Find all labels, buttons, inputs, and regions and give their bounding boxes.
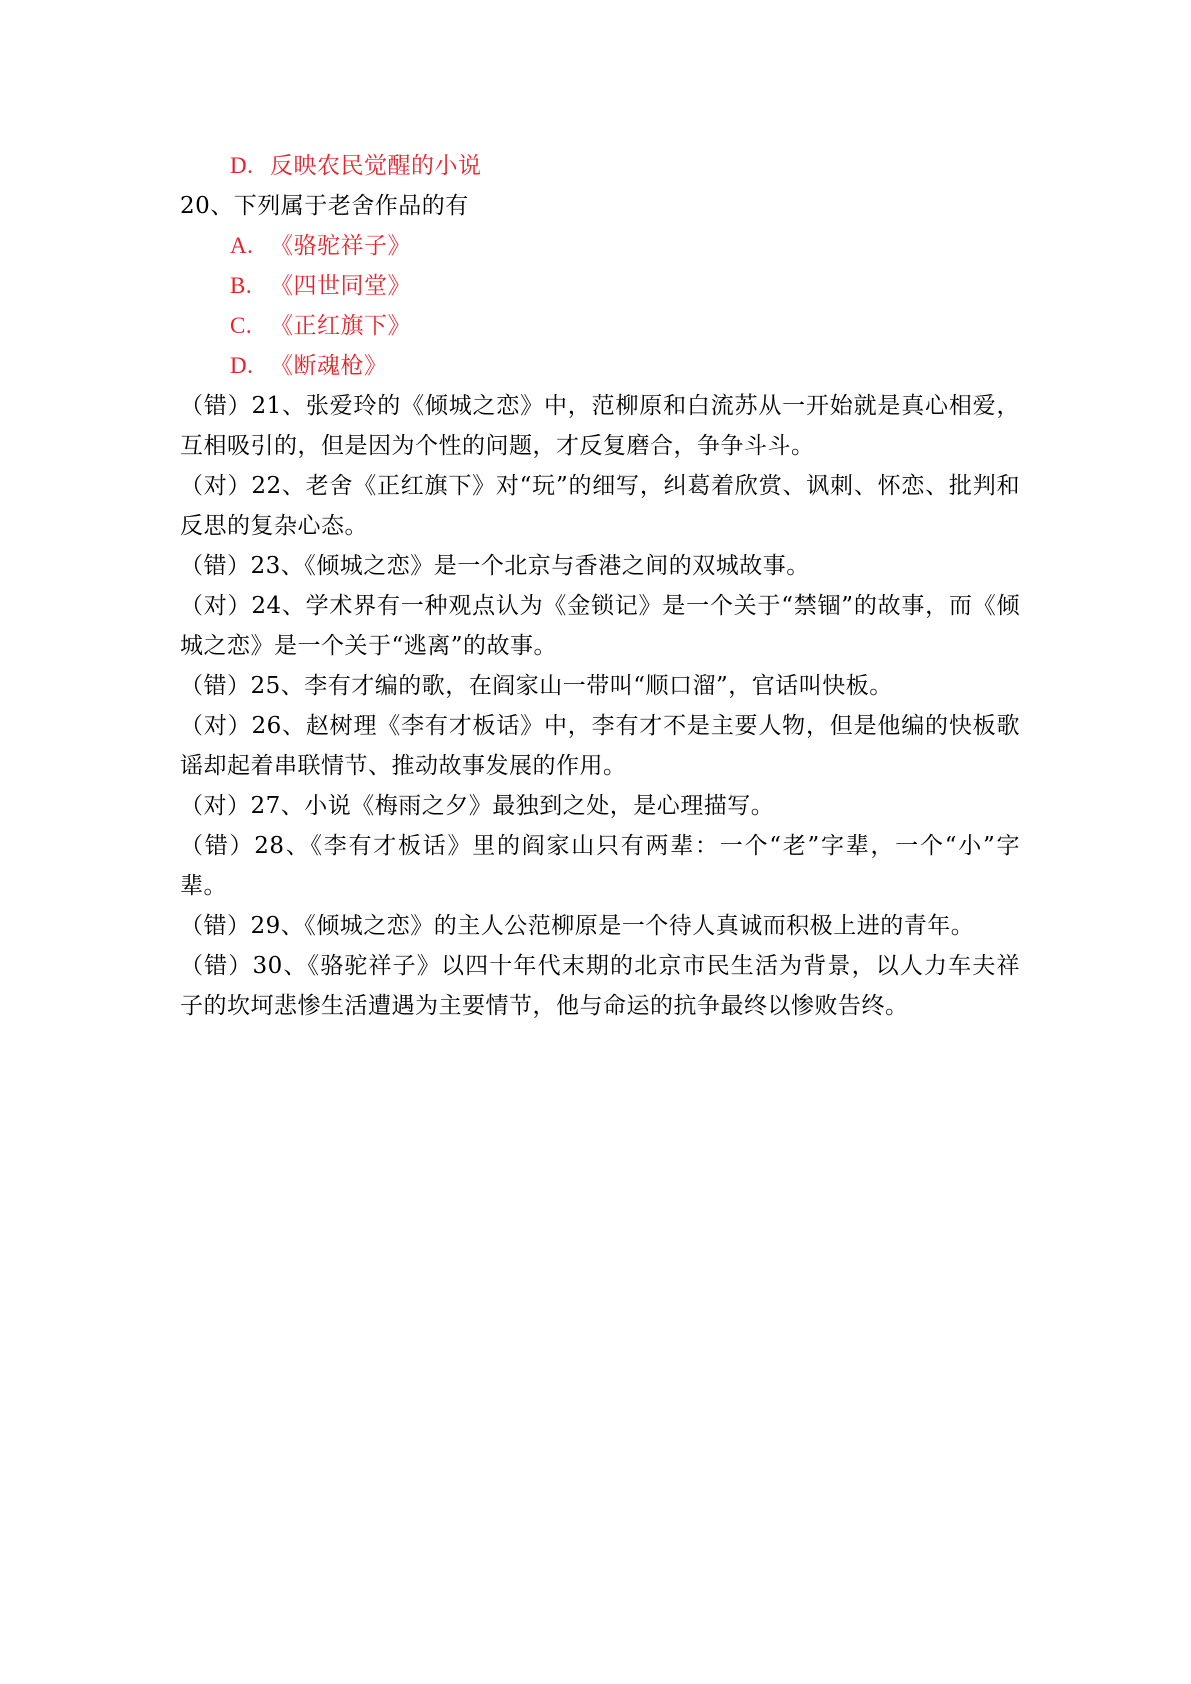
statement-26: （对）26、赵树理《李有才板话》中，李有才不是主要人物，但是他编的快板歌谣却起着串联情节、推动故事发展的作用。 [180, 713, 1020, 779]
statement-29: （错）29、《倾城之恋》的主人公范柳原是一个待人真诚而积极上进的青年。 [180, 913, 975, 939]
q20-option-b [180, 266, 1020, 306]
q20-option-c [180, 306, 1020, 346]
statement-25: （错）25、李有才编的歌，在阎家山一带叫“顺口溜”，官话叫快板。 [180, 673, 893, 699]
option-text: 《四世同堂》 [270, 273, 411, 299]
statement-21: （错）21、张爱玲的《倾城之恋》中，范柳原和白流苏从一开始就是真心相爱，互相吸引的，但是因为个性的问题，才反复磨合，争争斗斗。 [180, 393, 1020, 459]
option-letter: D. [230, 153, 254, 178]
statement-28: （错）28、《李有才板话》里的阎家山只有两辈：一个“老”字辈，一个“小”字辈。 [180, 833, 1020, 899]
q20-option-a [180, 226, 1020, 266]
q20-option-d [180, 346, 1020, 386]
option-text: 《断魂枪》 [270, 353, 388, 379]
option-text: 反映农民觉醒的小说 [270, 153, 482, 179]
option-letter: A. [230, 233, 254, 258]
statement-23: （错）23、《倾城之恋》是一个北京与香港之间的双城故事。 [180, 553, 810, 579]
option-text: 《正红旗下》 [270, 313, 411, 339]
option-letter: D. [230, 353, 254, 378]
statement-24: （对）24、学术界有一种观点认为《金锁记》是一个关于“禁锢”的故事，而《倾城之恋》是一个关于“逃离”的故事。 [180, 593, 1020, 659]
statement-30: （错）30、《骆驼祥子》以四十年代末期的北京市民生活为背景，以人力车夫祥子的坎坷悲惨生活遭遇为主要情节，他与命运的抗争最终以惨败告终。 [180, 953, 1020, 1019]
option-letter: C. [230, 313, 253, 338]
statement-27: （对）27、小说《梅雨之夕》最独到之处，是心理描写。 [180, 793, 775, 819]
statement-22: （对）22、老舍《正红旗下》对“玩”的细写，纠葛着欣赏、讽刺、怀恋、批判和反思的复杂心态。 [180, 473, 1020, 539]
question-20: 20、下列属于老舍作品的有 [180, 193, 469, 219]
document-body [180, 146, 1020, 1026]
q19-option-d [180, 146, 1020, 186]
option-letter: B. [230, 273, 253, 298]
option-text: 《骆驼祥子》 [270, 233, 411, 259]
